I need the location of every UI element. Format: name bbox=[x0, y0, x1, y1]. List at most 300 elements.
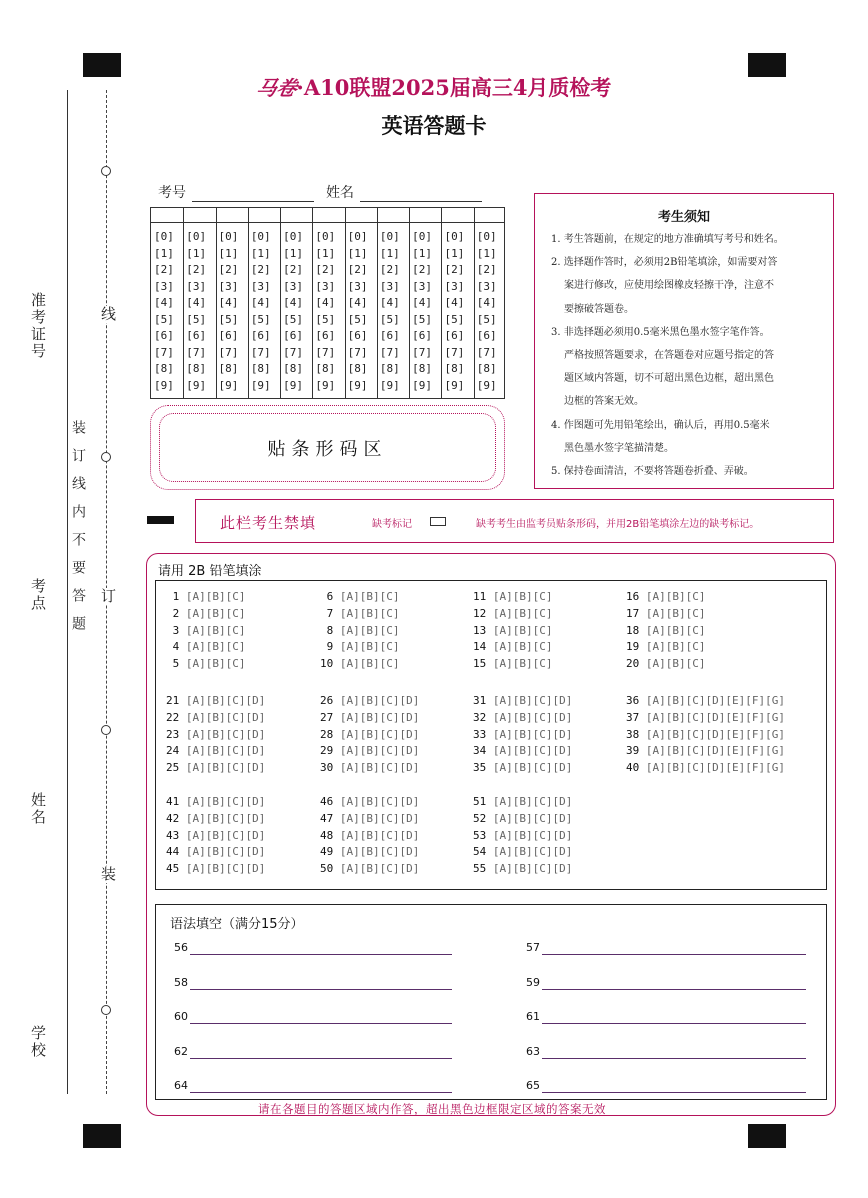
digit-bubble[interactable]: [5] bbox=[347, 312, 368, 326]
digit-bubble[interactable]: [7] bbox=[379, 345, 400, 359]
answer-options[interactable]: [A][B][C] bbox=[185, 623, 246, 637]
absent-checkbox[interactable] bbox=[430, 517, 446, 526]
question-26[interactable] bbox=[320, 694, 419, 707]
answer-options[interactable]: [A][B][C][D] bbox=[185, 811, 266, 825]
digit-bubble[interactable]: [4] bbox=[250, 296, 271, 309]
digit-bubble[interactable]: [2] bbox=[283, 263, 303, 276]
answer-options[interactable]: [A][B][C][D] bbox=[185, 694, 266, 707]
digit-bubble[interactable]: [2] bbox=[186, 263, 207, 276]
registration-mark-bottom-left bbox=[83, 1124, 121, 1148]
digit-bubble[interactable]: [7] bbox=[476, 345, 497, 359]
notice-item: 5. 保持卷面清洁，不要将答题卷折叠、弄破。 bbox=[551, 466, 754, 477]
question-20[interactable] bbox=[626, 657, 705, 670]
question-number: 21 bbox=[166, 694, 186, 707]
digit-bubble[interactable]: [2] bbox=[218, 263, 239, 276]
answer-options[interactable]: [A][B][C][D] bbox=[339, 710, 420, 724]
question-number: 36 bbox=[626, 694, 646, 707]
question-number: 46 bbox=[320, 795, 340, 808]
digit-bubble[interactable]: [4] bbox=[444, 296, 465, 309]
fill-number: 59 bbox=[526, 975, 540, 989]
question-number: 22 bbox=[166, 710, 186, 724]
fill-answer-line[interactable] bbox=[190, 989, 452, 990]
digit-bubble[interactable]: [9] bbox=[476, 378, 497, 392]
digit-bubble[interactable]: [1] bbox=[347, 246, 368, 260]
question-18[interactable] bbox=[626, 624, 705, 637]
binding-hole bbox=[101, 452, 111, 462]
digit-bubble[interactable]: [6] bbox=[412, 329, 433, 342]
digit-bubble[interactable]: [1] bbox=[444, 246, 465, 260]
digit-bubble[interactable]: [5] bbox=[476, 312, 497, 326]
fill-number: 60 bbox=[174, 1010, 188, 1023]
digit-bubble[interactable]: [2] bbox=[379, 263, 400, 276]
answer-options[interactable]: [A][B][C] bbox=[185, 657, 246, 671]
question-10[interactable] bbox=[320, 657, 399, 670]
answer-options[interactable]: [A][B][C] bbox=[185, 640, 246, 654]
answer-options[interactable]: [A][B][C][D] bbox=[339, 727, 420, 741]
digit-bubble[interactable]: [8] bbox=[283, 362, 303, 375]
digit-bubble[interactable]: [3] bbox=[476, 279, 497, 293]
digit-bubble[interactable]: [2] bbox=[347, 263, 368, 276]
exam-no-label: 考号 bbox=[158, 185, 186, 201]
grid-column-divider bbox=[280, 208, 281, 398]
answer-options[interactable]: [A][B][C] bbox=[339, 606, 400, 620]
binding-hole bbox=[101, 166, 111, 176]
digit-bubble[interactable]: [8] bbox=[412, 362, 433, 375]
question-44[interactable] bbox=[166, 845, 265, 858]
answer-options[interactable]: [A][B][C] bbox=[645, 657, 706, 671]
question-36[interactable] bbox=[626, 694, 785, 707]
answer-options[interactable]: [A][B][C][D][E][F][G] bbox=[645, 694, 785, 707]
answer-options[interactable]: [A][B][C] bbox=[339, 640, 400, 654]
question-24[interactable] bbox=[166, 744, 265, 757]
digit-bubble[interactable]: [7] bbox=[412, 345, 433, 359]
question-15[interactable] bbox=[473, 657, 552, 670]
digit-bubble[interactable]: [3] bbox=[347, 279, 368, 293]
answer-options[interactable]: [A][B][C][D] bbox=[339, 828, 420, 842]
fill-number: 64 bbox=[174, 1079, 188, 1092]
digit-bubble[interactable]: [3] bbox=[283, 279, 303, 293]
digit-bubble[interactable]: [1] bbox=[218, 246, 239, 260]
notice-item: 黑色墨水签字笔描清楚。 bbox=[564, 442, 674, 454]
digit-bubble[interactable]: [7] bbox=[347, 345, 368, 359]
digit-bubble[interactable]: [0] bbox=[379, 230, 400, 243]
answer-options[interactable]: [A][B][C][D] bbox=[492, 828, 573, 842]
question-31[interactable] bbox=[473, 694, 572, 707]
digit-bubble[interactable]: [4] bbox=[186, 296, 207, 309]
digit-bubble[interactable]: [7] bbox=[283, 345, 303, 359]
question-number: 9 bbox=[320, 640, 340, 654]
notice-item: 题区域内答题，切不可超出黑色边框，超出黑色 bbox=[564, 373, 774, 385]
fill-answer-line[interactable] bbox=[190, 1023, 452, 1024]
question-37[interactable] bbox=[626, 711, 785, 724]
answer-options[interactable]: [A][B][C] bbox=[492, 590, 553, 603]
question-51[interactable] bbox=[473, 795, 572, 808]
grammar-fill-section bbox=[155, 904, 827, 1100]
question-11[interactable] bbox=[473, 590, 552, 603]
answer-options[interactable]: [A][B][C][D][E][F][G] bbox=[645, 761, 785, 775]
name-label: 姓名 bbox=[326, 185, 354, 201]
digit-bubble[interactable]: [3] bbox=[154, 279, 174, 293]
digit-bubble[interactable]: [9] bbox=[283, 378, 303, 392]
answer-options[interactable]: [A][B][C][D] bbox=[185, 795, 266, 808]
digit-bubble[interactable]: [4] bbox=[379, 296, 400, 309]
binding-label-id: 准考证号 bbox=[29, 292, 47, 360]
digit-bubble[interactable]: [4] bbox=[154, 296, 174, 309]
digit-bubble[interactable]: [0] bbox=[218, 230, 239, 243]
digit-bubble[interactable]: [7] bbox=[218, 345, 239, 359]
digit-bubble[interactable]: [3] bbox=[444, 279, 465, 293]
question-number: 25 bbox=[166, 761, 186, 775]
answer-options[interactable]: [A][B][C][D] bbox=[185, 845, 266, 859]
question-number: 51 bbox=[473, 795, 493, 808]
question-40[interactable] bbox=[626, 761, 785, 774]
digit-bubble[interactable]: [6] bbox=[347, 329, 368, 342]
answer-options[interactable]: [A][B][C][D][E][F][G] bbox=[645, 710, 785, 724]
question-29[interactable] bbox=[320, 744, 419, 757]
digit-bubble[interactable]: [8] bbox=[444, 362, 465, 375]
digit-bubble[interactable]: [3] bbox=[379, 279, 400, 293]
fill-answer-line[interactable] bbox=[542, 989, 806, 990]
question-number: 37 bbox=[626, 710, 646, 724]
digit-bubble[interactable]: [6] bbox=[315, 329, 336, 342]
question-number: 17 bbox=[626, 606, 646, 620]
question-45[interactable] bbox=[166, 862, 265, 875]
answer-options[interactable]: [A][B][C][D] bbox=[339, 761, 420, 775]
answer-options[interactable]: [A][B][C] bbox=[492, 640, 553, 654]
question-8[interactable] bbox=[320, 624, 399, 637]
question-number: 11 bbox=[473, 590, 493, 603]
digit-bubble[interactable]: [4] bbox=[218, 296, 239, 309]
digit-bubble[interactable]: [0] bbox=[315, 230, 336, 243]
question-47[interactable] bbox=[320, 812, 419, 825]
answer-options[interactable]: [A][B][C][D] bbox=[492, 727, 573, 741]
question-16[interactable] bbox=[626, 590, 705, 603]
question-48[interactable] bbox=[320, 829, 419, 842]
question-34[interactable] bbox=[473, 744, 572, 757]
digit-bubble[interactable]: [8] bbox=[186, 362, 207, 375]
digit-bubble[interactable]: [3] bbox=[218, 279, 239, 293]
answer-options[interactable]: [A][B][C][D] bbox=[185, 761, 266, 775]
question-12[interactable] bbox=[473, 607, 552, 620]
digit-bubble[interactable]: [9] bbox=[218, 378, 239, 392]
answer-options[interactable]: [A][B][C][D] bbox=[339, 694, 420, 707]
fill-number: 58 bbox=[174, 975, 188, 989]
answer-options[interactable]: [A][B][C][D] bbox=[185, 744, 266, 758]
digit-bubble[interactable]: [9] bbox=[379, 378, 400, 392]
digit-bubble[interactable]: [7] bbox=[315, 345, 336, 359]
digit-bubble[interactable]: [1] bbox=[315, 246, 336, 260]
answer-options[interactable]: [A][B][C][D] bbox=[185, 710, 266, 724]
digit-bubble[interactable]: [7] bbox=[444, 345, 465, 359]
digit-bubble[interactable]: [0] bbox=[476, 230, 497, 243]
question-number: 4 bbox=[166, 640, 186, 654]
digit-bubble[interactable]: [4] bbox=[347, 296, 368, 309]
answer-options[interactable]: [A][B][C][D] bbox=[492, 710, 573, 724]
question-43[interactable] bbox=[166, 829, 265, 842]
digit-bubble[interactable]: [1] bbox=[412, 246, 433, 260]
answer-options[interactable]: [A][B][C] bbox=[339, 657, 400, 671]
digit-bubble[interactable]: [0] bbox=[154, 230, 174, 243]
question-number: 50 bbox=[320, 862, 340, 876]
fill-answer-line[interactable] bbox=[542, 954, 806, 955]
question-number: 53 bbox=[473, 828, 493, 842]
fill-answer-line[interactable] bbox=[542, 1092, 806, 1093]
question-number: 52 bbox=[473, 811, 493, 825]
binding-hole bbox=[101, 1005, 111, 1015]
absent-mark-bar bbox=[147, 516, 174, 524]
question-27[interactable] bbox=[320, 711, 419, 724]
digit-bubble[interactable]: [3] bbox=[315, 279, 336, 293]
footer-note-text: 请在各题目的答题区域内作答，超出黑色边框限定区域的答案无效 bbox=[258, 1102, 606, 1116]
digit-bubble[interactable]: [1] bbox=[476, 246, 497, 260]
digit-bubble[interactable]: [7] bbox=[250, 345, 271, 359]
question-number: 8 bbox=[320, 623, 340, 637]
digit-bubble[interactable]: [3] bbox=[186, 279, 207, 293]
digit-bubble[interactable]: [0] bbox=[412, 230, 433, 243]
staff-only-title: 此栏考生禁填 bbox=[220, 514, 317, 532]
digit-bubble[interactable]: [6] bbox=[444, 329, 465, 342]
answer-options[interactable]: [A][B][C] bbox=[492, 606, 553, 620]
question-39[interactable] bbox=[626, 744, 785, 757]
answer-options[interactable]: [A][B][C][D] bbox=[339, 795, 420, 808]
digit-bubble[interactable]: [7] bbox=[154, 345, 174, 359]
digit-bubble[interactable]: [5] bbox=[154, 312, 174, 326]
digit-bubble[interactable]: [6] bbox=[186, 329, 207, 342]
question-number: 35 bbox=[473, 761, 493, 775]
digit-bubble[interactable]: [2] bbox=[412, 263, 433, 276]
digit-bubble[interactable]: [8] bbox=[218, 362, 239, 375]
digit-bubble[interactable]: [5] bbox=[444, 312, 465, 326]
question-number: 29 bbox=[320, 744, 340, 758]
footer-note bbox=[146, 1101, 868, 1117]
grid-column-divider bbox=[441, 208, 442, 398]
answer-options[interactable]: [A][B][C][D] bbox=[339, 811, 420, 825]
digit-bubble[interactable]: [5] bbox=[315, 312, 336, 326]
notice-item: 1. 考生答题前，在规定的地方准确填写考号和姓名。 bbox=[551, 234, 784, 245]
question-21[interactable] bbox=[166, 694, 265, 707]
answer-options[interactable]: [A][B][C][D] bbox=[492, 694, 573, 707]
digit-bubble[interactable]: [1] bbox=[379, 246, 400, 260]
question-35[interactable] bbox=[473, 761, 572, 774]
grid-column-divider bbox=[409, 208, 410, 398]
digit-bubble[interactable]: [9] bbox=[154, 378, 174, 392]
digit-bubble[interactable]: [5] bbox=[250, 312, 271, 326]
digit-bubble[interactable]: [9] bbox=[412, 378, 433, 392]
brand-logo: 马卷 bbox=[253, 76, 299, 100]
fill-answer-line[interactable] bbox=[190, 954, 452, 955]
fill-number: 62 bbox=[174, 1044, 188, 1058]
binding-line-label: 线 bbox=[99, 306, 117, 323]
digit-bubble[interactable]: [5] bbox=[379, 312, 400, 326]
question-number: 13 bbox=[473, 623, 493, 637]
exam-no-line[interactable] bbox=[192, 185, 314, 202]
answer-options[interactable]: [A][B][C][D][E][F][G] bbox=[645, 727, 785, 741]
barcode-label: 贴条形码区 bbox=[159, 413, 496, 482]
candidate-notice bbox=[534, 193, 834, 489]
question-number: 3 bbox=[166, 623, 186, 637]
question-number: 5 bbox=[166, 657, 186, 671]
fill-number: 57 bbox=[526, 941, 540, 954]
name-line[interactable] bbox=[360, 185, 482, 202]
question-7[interactable] bbox=[320, 607, 399, 620]
notice-title: 考生须知 bbox=[657, 210, 710, 225]
question-number: 1 bbox=[166, 590, 186, 603]
question-28[interactable] bbox=[320, 728, 419, 741]
question-30[interactable] bbox=[320, 761, 419, 774]
digit-bubble[interactable]: [5] bbox=[186, 312, 207, 326]
digit-bubble[interactable]: [9] bbox=[186, 378, 207, 392]
question-42[interactable] bbox=[166, 812, 265, 825]
answer-options[interactable]: [A][B][C][D] bbox=[339, 744, 420, 758]
digit-bubble[interactable]: [2] bbox=[315, 263, 336, 276]
question-41[interactable] bbox=[166, 795, 265, 808]
digit-bubble[interactable]: [8] bbox=[250, 362, 271, 375]
fill-number: 56 bbox=[174, 941, 188, 954]
answer-options[interactable]: [A][B][C] bbox=[492, 623, 553, 637]
digit-bubble[interactable]: [6] bbox=[476, 329, 497, 342]
answer-options[interactable]: [A][B][C][D] bbox=[492, 862, 573, 876]
fill-number: 63 bbox=[526, 1044, 540, 1058]
digit-bubble[interactable]: [0] bbox=[186, 230, 207, 243]
question-53[interactable] bbox=[473, 829, 572, 842]
question-13[interactable] bbox=[473, 624, 552, 637]
digit-bubble[interactable]: [1] bbox=[283, 246, 303, 260]
digit-bubble[interactable]: [9] bbox=[250, 378, 271, 392]
question-32[interactable] bbox=[473, 711, 572, 724]
notice-item: 2. 选择题作答时，必须用2B铅笔填涂，如需要对答 bbox=[551, 257, 778, 269]
digit-bubble[interactable]: [4] bbox=[283, 296, 303, 309]
question-number: 48 bbox=[320, 828, 340, 842]
digit-bubble[interactable]: [6] bbox=[250, 329, 271, 342]
question-number: 10 bbox=[320, 657, 340, 671]
answer-options[interactable]: [A][B][C] bbox=[339, 623, 400, 637]
question-25[interactable] bbox=[166, 761, 265, 774]
digit-bubble[interactable]: [3] bbox=[412, 279, 433, 293]
digit-bubble[interactable]: [2] bbox=[154, 263, 174, 276]
fill-answer-line[interactable] bbox=[190, 1092, 452, 1093]
mcq-instruction: 请用 2B 铅笔填涂 bbox=[158, 564, 262, 579]
question-49[interactable] bbox=[320, 845, 419, 858]
question-52[interactable] bbox=[473, 812, 572, 825]
answer-options[interactable]: [A][B][C][D] bbox=[185, 727, 266, 741]
digit-bubble[interactable]: [3] bbox=[250, 279, 271, 293]
question-5[interactable] bbox=[166, 657, 245, 670]
digit-bubble[interactable]: [2] bbox=[250, 263, 271, 276]
digit-bubble[interactable]: [2] bbox=[444, 263, 465, 276]
question-22[interactable] bbox=[166, 711, 265, 724]
question-4[interactable] bbox=[166, 640, 245, 653]
answer-options[interactable]: [A][B][C][D] bbox=[492, 845, 573, 859]
digit-bubble[interactable]: [4] bbox=[476, 296, 497, 309]
question-number: 55 bbox=[473, 862, 493, 876]
exam-no-field[interactable] bbox=[158, 182, 314, 202]
digit-bubble[interactable]: [1] bbox=[154, 246, 174, 260]
answer-options[interactable]: [A][B][C] bbox=[339, 590, 400, 603]
answer-options[interactable]: [A][B][C][D] bbox=[185, 828, 266, 842]
answer-options[interactable]: [A][B][C][D] bbox=[492, 811, 573, 825]
digit-bubble[interactable]: [8] bbox=[154, 362, 174, 375]
question-54[interactable] bbox=[473, 845, 572, 858]
digit-bubble[interactable]: [5] bbox=[412, 312, 433, 326]
fill-answer-line[interactable] bbox=[542, 1058, 806, 1059]
fill-answer-line[interactable] bbox=[542, 1023, 806, 1024]
digit-bubble[interactable]: [6] bbox=[218, 329, 239, 342]
digit-bubble[interactable]: [5] bbox=[283, 312, 303, 326]
question-3[interactable] bbox=[166, 624, 245, 637]
digit-bubble[interactable]: [8] bbox=[476, 362, 497, 375]
digit-bubble[interactable]: [0] bbox=[347, 230, 368, 243]
answer-options[interactable]: [A][B][C] bbox=[645, 606, 706, 620]
fill-answer-line[interactable] bbox=[190, 1058, 452, 1059]
answer-options[interactable]: [A][B][C] bbox=[645, 590, 706, 603]
question-46[interactable] bbox=[320, 795, 419, 808]
multiple-choice-section bbox=[155, 580, 827, 890]
digit-bubble[interactable]: [0] bbox=[444, 230, 465, 243]
digit-bubble[interactable]: [0] bbox=[250, 230, 271, 243]
question-55[interactable] bbox=[473, 862, 572, 875]
question-1[interactable] bbox=[166, 590, 245, 603]
question-17[interactable] bbox=[626, 607, 705, 620]
answer-options[interactable]: [A][B][C] bbox=[492, 657, 553, 671]
digit-bubble[interactable]: [4] bbox=[315, 296, 336, 309]
digit-bubble[interactable]: [2] bbox=[476, 263, 497, 276]
digit-bubble[interactable]: [6] bbox=[379, 329, 400, 342]
question-number: 34 bbox=[473, 744, 493, 758]
answer-options[interactable]: [A][B][C] bbox=[645, 623, 706, 637]
question-number: 32 bbox=[473, 710, 493, 724]
digit-bubble[interactable]: [6] bbox=[283, 329, 303, 342]
question-19[interactable] bbox=[626, 640, 705, 653]
answer-options[interactable]: [A][B][C][D] bbox=[339, 862, 420, 876]
question-number: 42 bbox=[166, 811, 186, 825]
question-14[interactable] bbox=[473, 640, 552, 653]
answer-options[interactable]: [A][B][C][D] bbox=[492, 744, 573, 758]
digit-bubble[interactable]: [6] bbox=[154, 329, 174, 342]
question-50[interactable] bbox=[320, 862, 419, 875]
fill-number: 65 bbox=[526, 1079, 540, 1092]
digit-bubble[interactable]: [5] bbox=[218, 312, 239, 326]
answer-options[interactable]: [A][B][C][D] bbox=[339, 845, 420, 859]
digit-bubble[interactable]: [1] bbox=[250, 246, 271, 260]
digit-bubble[interactable]: [8] bbox=[347, 362, 368, 375]
digit-bubble[interactable]: [0] bbox=[283, 230, 303, 243]
notice-item: 边框的答案无效。 bbox=[564, 396, 644, 408]
question-6[interactable] bbox=[320, 590, 399, 603]
question-2[interactable] bbox=[166, 607, 245, 620]
digit-bubble[interactable]: [9] bbox=[347, 378, 368, 392]
digit-bubble[interactable]: [8] bbox=[315, 362, 336, 375]
question-23[interactable] bbox=[166, 728, 265, 741]
question-38[interactable] bbox=[626, 728, 785, 741]
answer-options[interactable]: [A][B][C] bbox=[185, 606, 246, 620]
answer-options[interactable]: [A][B][C] bbox=[645, 640, 706, 654]
answer-options[interactable]: [A][B][C] bbox=[185, 590, 246, 603]
digit-bubble[interactable]: [9] bbox=[444, 378, 465, 392]
name-field[interactable] bbox=[326, 182, 482, 202]
digit-bubble[interactable]: [1] bbox=[186, 246, 207, 260]
digit-bubble[interactable]: [7] bbox=[186, 345, 207, 359]
digit-bubble[interactable]: [4] bbox=[412, 296, 433, 309]
answer-options[interactable]: [A][B][C][D] bbox=[185, 862, 266, 876]
digit-bubble[interactable]: [8] bbox=[379, 362, 400, 375]
answer-options[interactable]: [A][B][C][D][E][F][G] bbox=[645, 744, 785, 758]
answer-options[interactable]: [A][B][C][D] bbox=[492, 795, 573, 808]
digit-bubble[interactable]: [9] bbox=[315, 378, 336, 392]
answer-options[interactable]: [A][B][C][D] bbox=[492, 761, 573, 775]
question-number: 18 bbox=[626, 623, 646, 637]
question-33[interactable] bbox=[473, 728, 572, 741]
question-9[interactable] bbox=[320, 640, 399, 653]
